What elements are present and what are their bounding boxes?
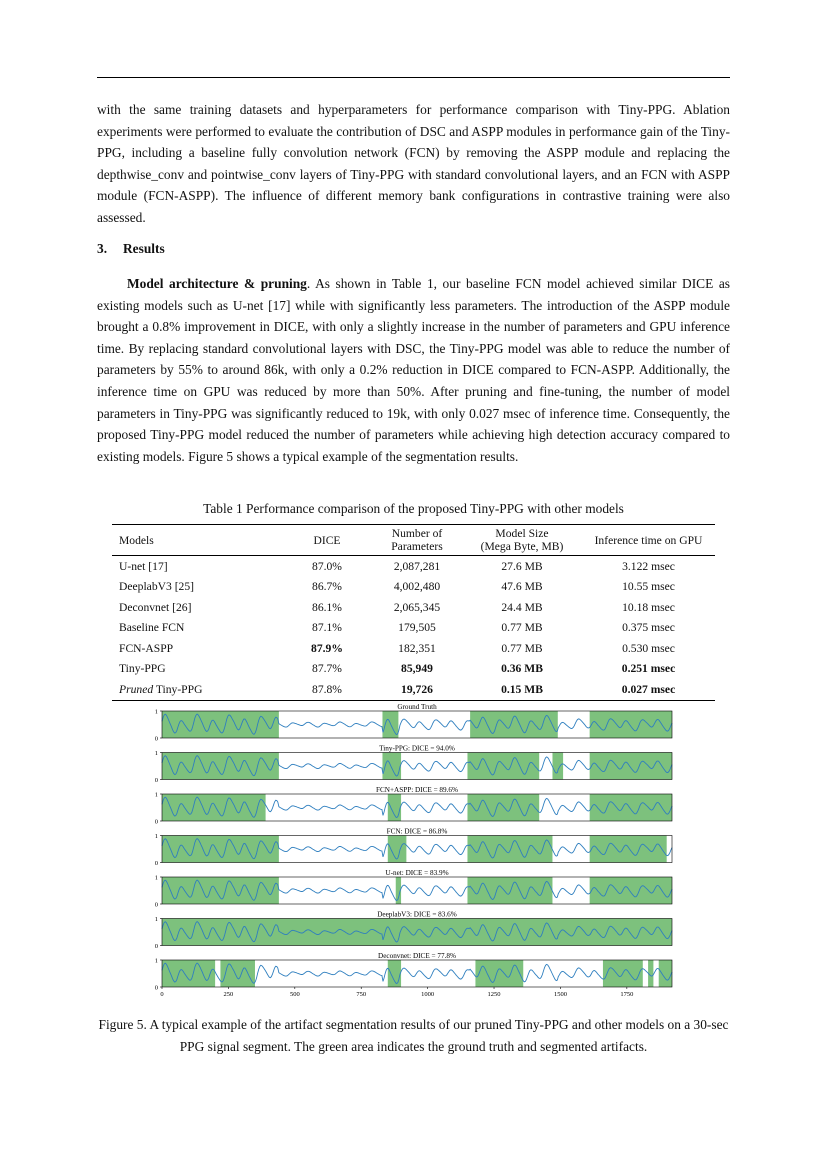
cell-model: DeeplabV3 [25] <box>119 580 195 594</box>
y-tick-label: 0 <box>154 818 158 826</box>
cell-size: 0.15 MB <box>462 679 582 700</box>
artifact-segment <box>552 753 563 780</box>
table-row <box>112 679 715 700</box>
header-model-size: Model Size (Mega Byte, MB) <box>462 525 582 556</box>
figure-panel <box>155 828 672 868</box>
cell-size: 27.6 MB <box>501 559 543 573</box>
y-tick-label: 0 <box>154 901 158 909</box>
x-tick-label: 500 <box>289 991 300 998</box>
artifact-segment <box>388 794 401 821</box>
cell-dice: 87.0% <box>312 559 342 573</box>
cell-params: 2,087,281 <box>393 559 441 573</box>
y-tick-label: 1 <box>154 750 158 757</box>
y-tick-label: 1 <box>154 708 158 716</box>
cell-params: 85,949 <box>401 662 433 676</box>
cell-gpu: 0.251 msec <box>621 662 676 676</box>
table-row <box>112 556 715 577</box>
cell-model: Tiny-PPG <box>119 662 166 676</box>
cell-model: Pruned Tiny-PPG <box>112 679 282 700</box>
artifact-segment <box>590 794 672 821</box>
figure-panel <box>155 745 672 785</box>
y-tick-label: 1 <box>154 916 158 923</box>
table-row <box>112 597 715 618</box>
panel-title: DeeplabV3: DICE = 83.6% <box>377 910 457 919</box>
table-row <box>112 618 715 639</box>
x-tick-label: 750 <box>356 991 367 998</box>
header-params: Number of Parameters <box>372 525 462 556</box>
cell-size: 0.77 MB <box>501 641 543 655</box>
artifact-segment <box>162 960 215 987</box>
artifact-segment <box>467 836 552 863</box>
section-heading <box>97 241 165 257</box>
panel-title: FCN+ASPP: DICE = 89.6% <box>376 786 458 794</box>
table-header-row <box>112 525 715 556</box>
y-tick-label: 0 <box>154 777 158 784</box>
intro-paragraph: with the same training datasets and hyperparameters for performance comparison with Tiny-PPG. Ablation experiments were performed to evaluate the contribution of DSC and ASPP modules in performance gain of the Tiny-PPG, including a baseline fully convolution network (FCN) by removing the ASPP module and replacing the depthwise_conv and pointwise_conv layers of Tiny-PPG with standard convolutional layers, and an FCN with ASPP module (FCN-ASPP). The influence of different memory bank configurations in contrastive training were also assessed. <box>97 102 730 225</box>
artifact-segment <box>590 711 672 738</box>
figure-panel <box>155 911 672 951</box>
cell-dice: 87.1% <box>312 621 342 635</box>
panel-title: Ground Truth <box>397 703 437 711</box>
x-tick-label: 1500 <box>553 991 567 998</box>
table-caption: Table 1 Performance comparison of the proposed Tiny-PPG with other models <box>203 501 624 516</box>
y-tick-label: 0 <box>154 735 158 743</box>
cell-gpu: 0.375 msec <box>622 621 675 635</box>
cell-size: 0.77 MB <box>501 621 543 635</box>
y-tick-label: 1 <box>154 874 158 882</box>
artifact-segment <box>162 711 279 738</box>
cell-dice: 86.7% <box>312 580 342 594</box>
figure-panel <box>155 703 672 743</box>
cell-params: 182,351 <box>398 641 436 655</box>
artifact-segment <box>590 836 667 863</box>
cell-model: Baseline FCN <box>119 621 185 635</box>
cell-gpu: 10.55 msec <box>622 580 675 594</box>
cell-dice: 87.7% <box>312 662 342 676</box>
results-paragraph <box>97 273 730 467</box>
artifact-segment <box>475 960 523 987</box>
y-tick-label: 0 <box>154 943 158 950</box>
table-row <box>112 659 715 680</box>
artifact-segment <box>659 960 672 987</box>
cell-gpu: 10.18 msec <box>622 600 675 614</box>
cell-dice: 86.1% <box>312 600 342 614</box>
cell-size: 47.6 MB <box>501 580 543 594</box>
cell-gpu: 3.122 msec <box>622 559 675 573</box>
x-tick-label: 1000 <box>421 991 435 998</box>
artifact-segment <box>388 960 401 987</box>
figure-panel <box>155 952 672 998</box>
table-row <box>112 577 715 598</box>
table-row <box>112 638 715 659</box>
cell-gpu: 0.027 msec <box>582 679 715 700</box>
cell-params: 179,505 <box>398 621 436 635</box>
figure-panel <box>155 869 672 909</box>
y-tick-label: 0 <box>154 860 158 867</box>
figure-panel <box>155 786 672 826</box>
performance-table <box>112 524 715 701</box>
cell-params: 2,065,345 <box>393 600 441 614</box>
section-number: 3. <box>97 241 108 256</box>
cell-model: Deconvnet [26] <box>119 600 192 614</box>
panel-title: Tiny-PPG: DICE = 94.0% <box>379 744 455 753</box>
section-title: Results <box>123 241 165 256</box>
cell-size: 24.4 MB <box>501 600 543 614</box>
artifact-segment <box>162 877 279 904</box>
artifact-segment <box>590 877 672 904</box>
cell-model: U-net [17] <box>119 559 168 573</box>
results-lead: Model architecture & pruning <box>127 276 307 291</box>
artifact-segment <box>590 753 672 780</box>
header-dice: DICE <box>282 525 372 556</box>
results-body: . As shown in Table 1, our baseline FCN model achieved similar DICE as existing models such as U-net [17] while with significantly less parameters. The introduction of the ASPP module brought a 0.8% improvement in DICE, with only a slightly increase in the number of parameters and GPU inference time. By replacing standard convolutional layers with DSC, the Tiny-PPG model was able to reduce the number of parameters by 55% to around 86k, with only a 0.2% reduction in DICE compared to FCN-ASPP. Additionally, the inference time on GPU was reduced by more than 50%. After pruning and fine-tuning, the number of model parameters in Tiny-PPG was significantly reduced to 19k, with only 0.027 msec of inference time. Consequently, the proposed Tiny-PPG model reduced the number of parameters while achieving high detection accuracy compared to existing models. Figure 5 shows a typical example of the segmentation results. <box>97 276 730 464</box>
x-tick-label: 1250 <box>487 991 501 998</box>
panel-title: FCN: DICE = 86.8% <box>386 827 448 836</box>
header-gpu-time: Inference time on GPU <box>582 525 715 556</box>
cell-size: 0.36 MB <box>501 662 543 676</box>
panel-title: U-net: DICE = 83.9% <box>385 869 449 877</box>
header-rule <box>97 77 730 78</box>
x-tick-label: 1750 <box>620 991 634 998</box>
figure-caption: Figure 5. A typical example of the artifact segmentation results of our pruned Tiny-PPG and other models on a 30-sec PPG signal segment. The green area indicates the ground truth and segmented artifacts. <box>98 1017 729 1054</box>
cell-gpu: 0.530 msec <box>622 641 675 655</box>
y-tick-label: 0 <box>154 984 158 992</box>
cell-dice: 87.9% <box>311 641 343 655</box>
panel-title: Deconvnet: DICE = 77.8% <box>378 952 456 960</box>
cell-params: 4,002,480 <box>393 580 441 594</box>
cell-model: FCN-ASPP <box>119 641 174 655</box>
artifact-segment <box>162 753 279 780</box>
artifact-segment <box>162 794 266 821</box>
artifact-segment <box>162 919 672 946</box>
cell-dice: 87.8% <box>282 679 372 700</box>
artifact-segment <box>162 836 279 863</box>
artifact-segment <box>467 877 552 904</box>
x-tick-label: 250 <box>223 991 234 998</box>
y-tick-label: 1 <box>154 833 158 840</box>
y-tick-label: 1 <box>154 957 158 965</box>
artifact-segment <box>470 711 558 738</box>
segmentation-figure <box>150 702 680 1002</box>
y-tick-label: 1 <box>154 791 158 799</box>
header-models: Models <box>112 525 282 556</box>
cell-params: 19,726 <box>372 679 462 700</box>
x-tick-label: 0 <box>160 991 164 998</box>
